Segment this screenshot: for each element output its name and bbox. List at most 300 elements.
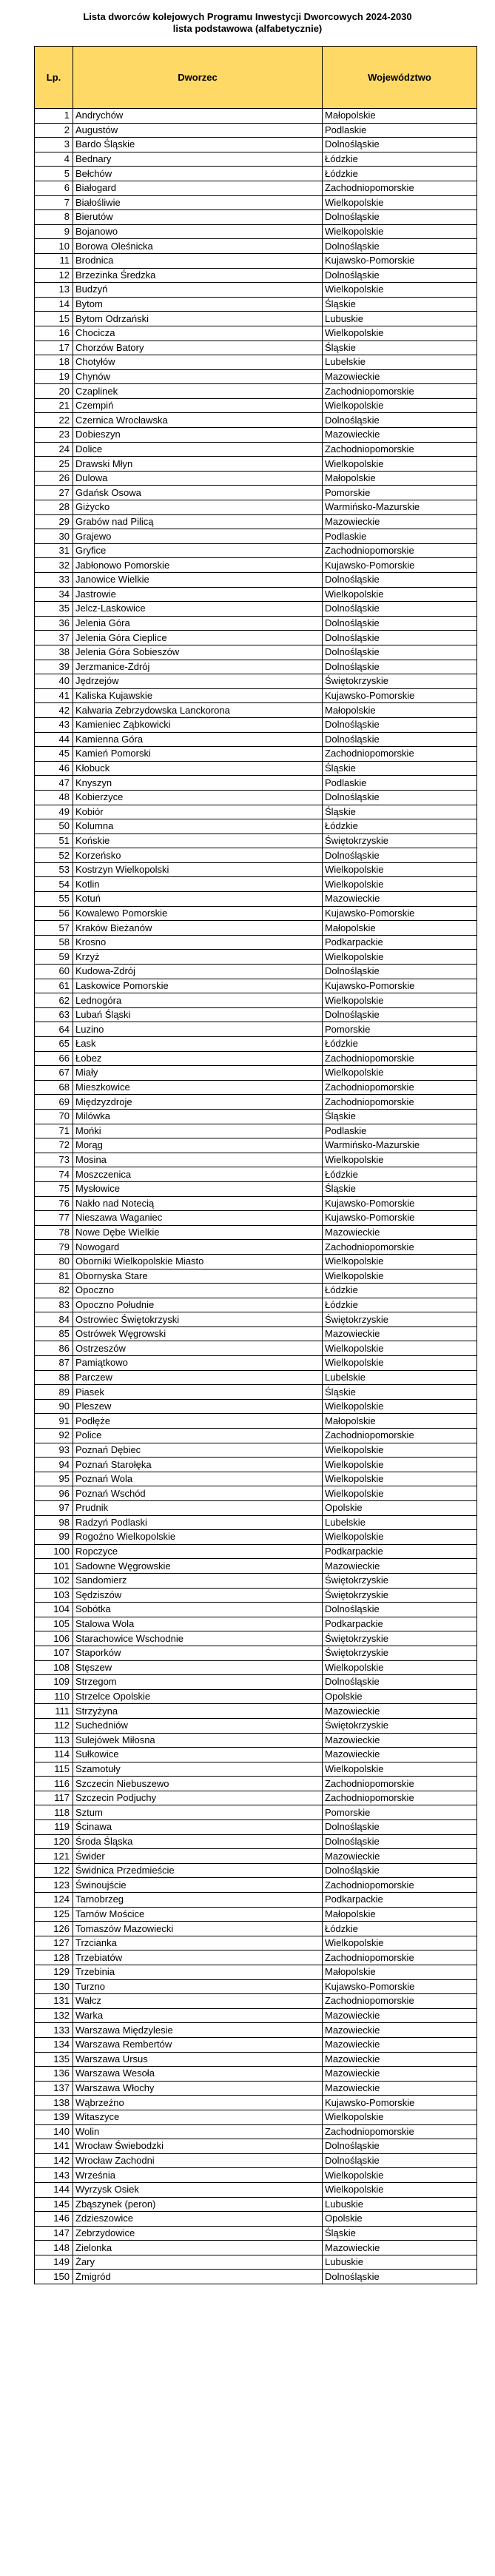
- table-row: [35, 1486, 477, 1501]
- station-name-cell: Trzcianka: [73, 1936, 323, 1951]
- table-row: [35, 413, 477, 428]
- row-number-cell: 17: [35, 341, 73, 355]
- station-name-cell: Jelenia Góra: [73, 616, 323, 631]
- station-name-cell: Łask: [73, 1037, 323, 1052]
- row-number-cell: 131: [35, 1994, 73, 2009]
- row-number-cell: 112: [35, 1718, 73, 1733]
- voivodeship-cell: Wielkopolskie: [323, 326, 477, 341]
- table-row: [35, 2226, 477, 2241]
- row-number-cell: 74: [35, 1167, 73, 1182]
- voivodeship-cell: Mazowieckie: [323, 514, 477, 529]
- station-name-cell: Kostrzyn Wielkopolski: [73, 862, 323, 877]
- row-number-cell: 61: [35, 979, 73, 993]
- table-row: [35, 181, 477, 195]
- table-row: [35, 1994, 477, 2009]
- station-name-cell: Warka: [73, 2008, 323, 2023]
- table-row: [35, 2255, 477, 2270]
- station-name-cell: Poznań Wola: [73, 1472, 323, 1486]
- station-name-cell: Dolice: [73, 442, 323, 457]
- station-name-cell: Zielonka: [73, 2241, 323, 2255]
- header-voivodeship: Województwo: [323, 47, 477, 109]
- station-name-cell: Zdzieszowice: [73, 2212, 323, 2227]
- station-name-cell: Borowa Oleśnicka: [73, 239, 323, 254]
- voivodeship-cell: Dolnośląskie: [323, 138, 477, 152]
- station-name-cell: Brzezinka Średzka: [73, 268, 323, 283]
- row-number-cell: 147: [35, 2226, 73, 2241]
- station-name-cell: Lednogóra: [73, 993, 323, 1008]
- voivodeship-cell: Kujawsko-Pomorskie: [323, 1211, 477, 1226]
- voivodeship-cell: Łódzkie: [323, 1037, 477, 1052]
- voivodeship-cell: Dolnośląskie: [323, 2153, 477, 2168]
- row-number-cell: 88: [35, 1370, 73, 1385]
- row-number-cell: 12: [35, 268, 73, 283]
- voivodeship-cell: Dolnośląskie: [323, 848, 477, 863]
- station-name-cell: Szamotuły: [73, 1762, 323, 1777]
- voivodeship-cell: Świętokrzyskie: [323, 1646, 477, 1660]
- table-row: [35, 1631, 477, 1646]
- table-row: [35, 341, 477, 355]
- row-number-cell: 41: [35, 688, 73, 703]
- table-row: [35, 862, 477, 877]
- table-row: [35, 1385, 477, 1400]
- row-number-cell: 40: [35, 674, 73, 689]
- table-row: [35, 1689, 477, 1704]
- header-station: Dworzec: [73, 47, 323, 109]
- table-row: [35, 312, 477, 326]
- row-number-cell: 115: [35, 1762, 73, 1777]
- voivodeship-cell: Zachodniopomorskie: [323, 747, 477, 762]
- station-name-cell: Chocicza: [73, 326, 323, 341]
- voivodeship-cell: Zachodniopomorskie: [323, 442, 477, 457]
- table-row: [35, 2067, 477, 2082]
- table-row: [35, 224, 477, 239]
- station-name-cell: Kudowa-Zdrój: [73, 965, 323, 979]
- table-row: [35, 1805, 477, 1820]
- table-row: [35, 471, 477, 486]
- row-number-cell: 19: [35, 369, 73, 384]
- station-name-cell: Dobieszyn: [73, 428, 323, 443]
- voivodeship-cell: Kujawsko-Pomorskie: [323, 1979, 477, 1994]
- table-row: [35, 514, 477, 529]
- voivodeship-cell: Mazowieckie: [323, 2023, 477, 2038]
- station-name-cell: Grabów nad Pilicą: [73, 514, 323, 529]
- station-name-cell: Lubań Śląski: [73, 1007, 323, 1022]
- table-row: [35, 326, 477, 341]
- station-name-cell: Dulowa: [73, 471, 323, 486]
- row-number-cell: 25: [35, 457, 73, 472]
- voivodeship-cell: Zachodniopomorskie: [323, 543, 477, 558]
- table-row: [35, 1515, 477, 1530]
- table-row: [35, 1167, 477, 1182]
- row-number-cell: 113: [35, 1733, 73, 1748]
- table-row: [35, 892, 477, 907]
- title-line-1: Lista dworców kolejowych Programu Inwestycji Dworcowych 2024-2030: [83, 11, 412, 22]
- table-row: [35, 297, 477, 312]
- voivodeship-cell: Mazowieckie: [323, 2067, 477, 2082]
- station-name-cell: Czaplinek: [73, 384, 323, 399]
- station-name-cell: Radzyń Podlaski: [73, 1515, 323, 1530]
- voivodeship-cell: Podlaskie: [323, 123, 477, 138]
- voivodeship-cell: Mazowieckie: [323, 1849, 477, 1864]
- row-number-cell: 15: [35, 312, 73, 326]
- table-row: [35, 167, 477, 181]
- voivodeship-cell: Zachodniopomorskie: [323, 2124, 477, 2139]
- voivodeship-cell: Wielkopolskie: [323, 1443, 477, 1458]
- table-row: [35, 1675, 477, 1690]
- row-number-cell: 114: [35, 1748, 73, 1762]
- table-row: [35, 2037, 477, 2052]
- voivodeship-cell: Mazowieckie: [323, 1733, 477, 1748]
- voivodeship-cell: Śląskie: [323, 1385, 477, 1400]
- voivodeship-cell: Podkarpackie: [323, 1544, 477, 1559]
- row-number-cell: 35: [35, 602, 73, 617]
- station-name-cell: Białośliwie: [73, 195, 323, 210]
- voivodeship-cell: Lubelskie: [323, 1370, 477, 1385]
- table-row: [35, 268, 477, 283]
- voivodeship-cell: Łódzkie: [323, 167, 477, 181]
- row-number-cell: 90: [35, 1399, 73, 1414]
- voivodeship-cell: Lubuskie: [323, 312, 477, 326]
- voivodeship-cell: Śląskie: [323, 1109, 477, 1124]
- station-name-cell: Końskie: [73, 833, 323, 848]
- voivodeship-cell: Podkarpackie: [323, 1893, 477, 1908]
- table-header: [35, 47, 477, 109]
- table-row: [35, 979, 477, 993]
- voivodeship-cell: Łódzkie: [323, 1298, 477, 1312]
- row-number-cell: 56: [35, 906, 73, 921]
- table-row: [35, 2241, 477, 2255]
- table-row: [35, 195, 477, 210]
- station-name-cell: Zbąszynek (peron): [73, 2197, 323, 2212]
- voivodeship-cell: Wielkopolskie: [323, 862, 477, 877]
- row-number-cell: 27: [35, 486, 73, 500]
- voivodeship-cell: Łódzkie: [323, 1922, 477, 1936]
- station-name-cell: Jędrzejów: [73, 674, 323, 689]
- station-name-cell: Starachowice Wschodnie: [73, 1631, 323, 1646]
- station-name-cell: Bojanowo: [73, 224, 323, 239]
- row-number-cell: 4: [35, 152, 73, 167]
- table-row: [35, 442, 477, 457]
- voivodeship-cell: Mazowieckie: [323, 1704, 477, 1719]
- voivodeship-cell: Wielkopolskie: [323, 457, 477, 472]
- station-name-cell: Podłęże: [73, 1414, 323, 1429]
- voivodeship-cell: Dolnośląskie: [323, 965, 477, 979]
- row-number-cell: 59: [35, 950, 73, 965]
- table-row: [35, 109, 477, 124]
- voivodeship-cell: Dolnośląskie: [323, 210, 477, 225]
- table-row: [35, 543, 477, 558]
- table-row: [35, 1414, 477, 1429]
- table-row: [35, 1979, 477, 1994]
- voivodeship-cell: Wielkopolskie: [323, 877, 477, 892]
- station-name-cell: Września: [73, 2168, 323, 2183]
- station-name-cell: Miały: [73, 1066, 323, 1081]
- station-name-cell: Krosno: [73, 935, 323, 950]
- station-name-cell: Andrychów: [73, 109, 323, 124]
- row-number-cell: 129: [35, 1965, 73, 1980]
- row-number-cell: 34: [35, 587, 73, 602]
- row-number-cell: 100: [35, 1544, 73, 1559]
- station-name-cell: Stęszew: [73, 1660, 323, 1675]
- voivodeship-cell: Zachodniopomorskie: [323, 1429, 477, 1443]
- voivodeship-cell: Zachodniopomorskie: [323, 1095, 477, 1110]
- row-number-cell: 21: [35, 398, 73, 413]
- voivodeship-cell: Mazowieckie: [323, 428, 477, 443]
- station-name-cell: Mosina: [73, 1153, 323, 1167]
- station-name-cell: Laskowice Pomorskie: [73, 979, 323, 993]
- voivodeship-cell: Wielkopolskie: [323, 1341, 477, 1356]
- station-name-cell: Grajewo: [73, 529, 323, 544]
- row-number-cell: 124: [35, 1893, 73, 1908]
- table-row: [35, 1603, 477, 1617]
- voivodeship-cell: Zachodniopomorskie: [323, 1240, 477, 1255]
- table-row: [35, 848, 477, 863]
- row-number-cell: 73: [35, 1153, 73, 1167]
- row-number-cell: 69: [35, 1095, 73, 1110]
- row-number-cell: 78: [35, 1225, 73, 1240]
- table-row: [35, 1951, 477, 1965]
- voivodeship-cell: Zachodniopomorskie: [323, 1994, 477, 2009]
- station-name-cell: Kalwaria Zebrzydowska Lanckorona: [73, 703, 323, 718]
- row-number-cell: 16: [35, 326, 73, 341]
- table-row: [35, 993, 477, 1008]
- station-name-cell: Sulejówek Miłosna: [73, 1733, 323, 1748]
- station-name-cell: Wrocław Zachodni: [73, 2153, 323, 2168]
- row-number-cell: 30: [35, 529, 73, 544]
- table-row: [35, 1617, 477, 1631]
- station-name-cell: Opoczno: [73, 1284, 323, 1298]
- row-number-cell: 143: [35, 2168, 73, 2183]
- row-number-cell: 66: [35, 1051, 73, 1066]
- title-line-2: lista podstawowa (alfabetycznie): [172, 23, 323, 34]
- row-number-cell: 130: [35, 1979, 73, 1994]
- row-number-cell: 75: [35, 1181, 73, 1196]
- table-row: [35, 1240, 477, 1255]
- table-row: [35, 1298, 477, 1312]
- station-name-cell: Łobez: [73, 1051, 323, 1066]
- row-number-cell: 121: [35, 1849, 73, 1864]
- row-number-cell: 60: [35, 965, 73, 979]
- station-name-cell: Tomaszów Mazowiecki: [73, 1922, 323, 1936]
- voivodeship-cell: Podkarpackie: [323, 1617, 477, 1631]
- table-row: [35, 1458, 477, 1472]
- station-name-cell: Jelenia Góra Cieplice: [73, 631, 323, 645]
- voivodeship-cell: Wielkopolskie: [323, 1530, 477, 1545]
- row-number-cell: 85: [35, 1326, 73, 1341]
- voivodeship-cell: Świętokrzyskie: [323, 1312, 477, 1327]
- station-name-cell: Jastrowie: [73, 587, 323, 602]
- row-number-cell: 58: [35, 935, 73, 950]
- row-number-cell: 145: [35, 2197, 73, 2212]
- voivodeship-cell: Mazowieckie: [323, 2008, 477, 2023]
- table-row: [35, 1893, 477, 1908]
- station-name-cell: Kotlin: [73, 877, 323, 892]
- table-row: [35, 2212, 477, 2227]
- voivodeship-cell: Lubuskie: [323, 2197, 477, 2212]
- table-row: [35, 210, 477, 225]
- table-row: [35, 1834, 477, 1849]
- table-row: [35, 573, 477, 588]
- table-row: [35, 717, 477, 732]
- table-row: [35, 457, 477, 472]
- voivodeship-cell: Mazowieckie: [323, 1559, 477, 1574]
- table-row: [35, 616, 477, 631]
- voivodeship-cell: Dolnośląskie: [323, 1675, 477, 1690]
- row-number-cell: 49: [35, 805, 73, 819]
- station-name-cell: Ostrowiec Świętokrzyski: [73, 1312, 323, 1327]
- table-row: [35, 1718, 477, 1733]
- row-number-cell: 32: [35, 558, 73, 573]
- row-number-cell: 94: [35, 1458, 73, 1472]
- voivodeship-cell: Dolnośląskie: [323, 1863, 477, 1878]
- table-row: [35, 1370, 477, 1385]
- table-row: [35, 1341, 477, 1356]
- table-row: [35, 1501, 477, 1516]
- station-name-cell: Białogard: [73, 181, 323, 195]
- row-number-cell: 139: [35, 2110, 73, 2124]
- voivodeship-cell: Zachodniopomorskie: [323, 1080, 477, 1095]
- station-name-cell: Tarnów Mościce: [73, 1907, 323, 1922]
- voivodeship-cell: Śląskie: [323, 2226, 477, 2241]
- table-row: [35, 833, 477, 848]
- row-number-cell: 70: [35, 1109, 73, 1124]
- station-name-cell: Kowalewo Pomorskie: [73, 906, 323, 921]
- voivodeship-cell: Łódzkie: [323, 1284, 477, 1298]
- station-name-cell: Ostrówek Węgrowski: [73, 1326, 323, 1341]
- voivodeship-cell: Wielkopolskie: [323, 1399, 477, 1414]
- station-name-cell: Bardo Śląskie: [73, 138, 323, 152]
- table-row: [35, 1863, 477, 1878]
- voivodeship-cell: Małopolskie: [323, 1414, 477, 1429]
- row-number-cell: 62: [35, 993, 73, 1008]
- row-number-cell: 5: [35, 167, 73, 181]
- row-number-cell: 1: [35, 109, 73, 124]
- station-name-cell: Warszawa Wesoła: [73, 2067, 323, 2082]
- table-row: [35, 1051, 477, 1066]
- row-number-cell: 6: [35, 181, 73, 195]
- row-number-cell: 101: [35, 1559, 73, 1574]
- row-number-cell: 13: [35, 283, 73, 298]
- station-name-cell: Pamiątkowo: [73, 1356, 323, 1371]
- voivodeship-cell: Kujawsko-Pomorskie: [323, 2096, 477, 2110]
- voivodeship-cell: Zachodniopomorskie: [323, 1878, 477, 1893]
- table-row: [35, 631, 477, 645]
- station-name-cell: Świnoujście: [73, 1878, 323, 1893]
- voivodeship-cell: Mazowieckie: [323, 2241, 477, 2255]
- voivodeship-cell: Dolnośląskie: [323, 732, 477, 747]
- station-name-cell: Augustów: [73, 123, 323, 138]
- voivodeship-cell: Mazowieckie: [323, 2037, 477, 2052]
- voivodeship-cell: Wielkopolskie: [323, 2182, 477, 2197]
- table-row: [35, 123, 477, 138]
- table-row: [35, 1907, 477, 1922]
- row-number-cell: 148: [35, 2241, 73, 2255]
- table-row: [35, 1544, 477, 1559]
- table-row: [35, 1356, 477, 1371]
- voivodeship-cell: Pomorskie: [323, 486, 477, 500]
- table-row: [35, 688, 477, 703]
- voivodeship-cell: Wielkopolskie: [323, 1269, 477, 1284]
- table-row: [35, 674, 477, 689]
- table-row: [35, 2139, 477, 2154]
- station-name-cell: Kolumna: [73, 819, 323, 834]
- station-name-cell: Strzegom: [73, 1675, 323, 1690]
- table-row: [35, 877, 477, 892]
- voivodeship-cell: Dolnośląskie: [323, 573, 477, 588]
- row-number-cell: 26: [35, 471, 73, 486]
- row-number-cell: 84: [35, 1312, 73, 1327]
- row-number-cell: 87: [35, 1356, 73, 1371]
- voivodeship-cell: Świętokrzyskie: [323, 1631, 477, 1646]
- voivodeship-cell: Kujawsko-Pomorskie: [323, 979, 477, 993]
- voivodeship-cell: Śląskie: [323, 1181, 477, 1196]
- voivodeship-cell: Podlaskie: [323, 776, 477, 791]
- voivodeship-cell: Zachodniopomorskie: [323, 1951, 477, 1965]
- row-number-cell: 57: [35, 921, 73, 936]
- station-name-cell: Bełchów: [73, 167, 323, 181]
- table-row: [35, 2197, 477, 2212]
- voivodeship-cell: Dolnośląskie: [323, 645, 477, 660]
- row-number-cell: 22: [35, 413, 73, 428]
- row-number-cell: 77: [35, 1211, 73, 1226]
- table-row: [35, 138, 477, 152]
- row-number-cell: 109: [35, 1675, 73, 1690]
- row-number-cell: 51: [35, 833, 73, 848]
- table-row: [35, 1312, 477, 1327]
- table-row: [35, 921, 477, 936]
- station-name-cell: Gdańsk Osowa: [73, 486, 323, 500]
- station-name-cell: Trzebiatów: [73, 1951, 323, 1965]
- station-name-cell: Wolin: [73, 2124, 323, 2139]
- station-name-cell: Zebrzydowice: [73, 2226, 323, 2241]
- table-row: [35, 239, 477, 254]
- table-row: [35, 2124, 477, 2139]
- row-number-cell: 86: [35, 1341, 73, 1356]
- row-number-cell: 96: [35, 1486, 73, 1501]
- row-number-cell: 71: [35, 1124, 73, 1138]
- row-number-cell: 102: [35, 1573, 73, 1588]
- voivodeship-cell: Mazowieckie: [323, 1326, 477, 1341]
- table-row: [35, 355, 477, 370]
- table-row: [35, 283, 477, 298]
- station-name-cell: Piasek: [73, 1385, 323, 1400]
- table-row: [35, 1820, 477, 1835]
- station-name-cell: Żmigród: [73, 2270, 323, 2284]
- station-name-cell: Obornyska Stare: [73, 1269, 323, 1284]
- table-row: [35, 1211, 477, 1226]
- table-row: [35, 660, 477, 674]
- station-name-cell: Kłobuck: [73, 761, 323, 776]
- station-name-cell: Wałcz: [73, 1994, 323, 2009]
- row-number-cell: 53: [35, 862, 73, 877]
- table-row: [35, 486, 477, 500]
- station-name-cell: Kobierzyce: [73, 790, 323, 805]
- row-number-cell: 7: [35, 195, 73, 210]
- station-name-cell: Warszawa Międzylesie: [73, 2023, 323, 2038]
- table-row: [35, 1196, 477, 1211]
- voivodeship-cell: Lubuskie: [323, 2255, 477, 2270]
- station-name-cell: Oborniki Wielkopolskie Miasto: [73, 1254, 323, 1269]
- voivodeship-cell: Zachodniopomorskie: [323, 1791, 477, 1805]
- row-number-cell: 134: [35, 2037, 73, 2052]
- station-name-cell: Warszawa Włochy: [73, 2081, 323, 2096]
- station-name-cell: Ostrzeszów: [73, 1341, 323, 1356]
- table-row: [35, 2168, 477, 2183]
- row-number-cell: 63: [35, 1007, 73, 1022]
- row-number-cell: 150: [35, 2270, 73, 2284]
- voivodeship-cell: Dolnośląskie: [323, 2270, 477, 2284]
- table-row: [35, 761, 477, 776]
